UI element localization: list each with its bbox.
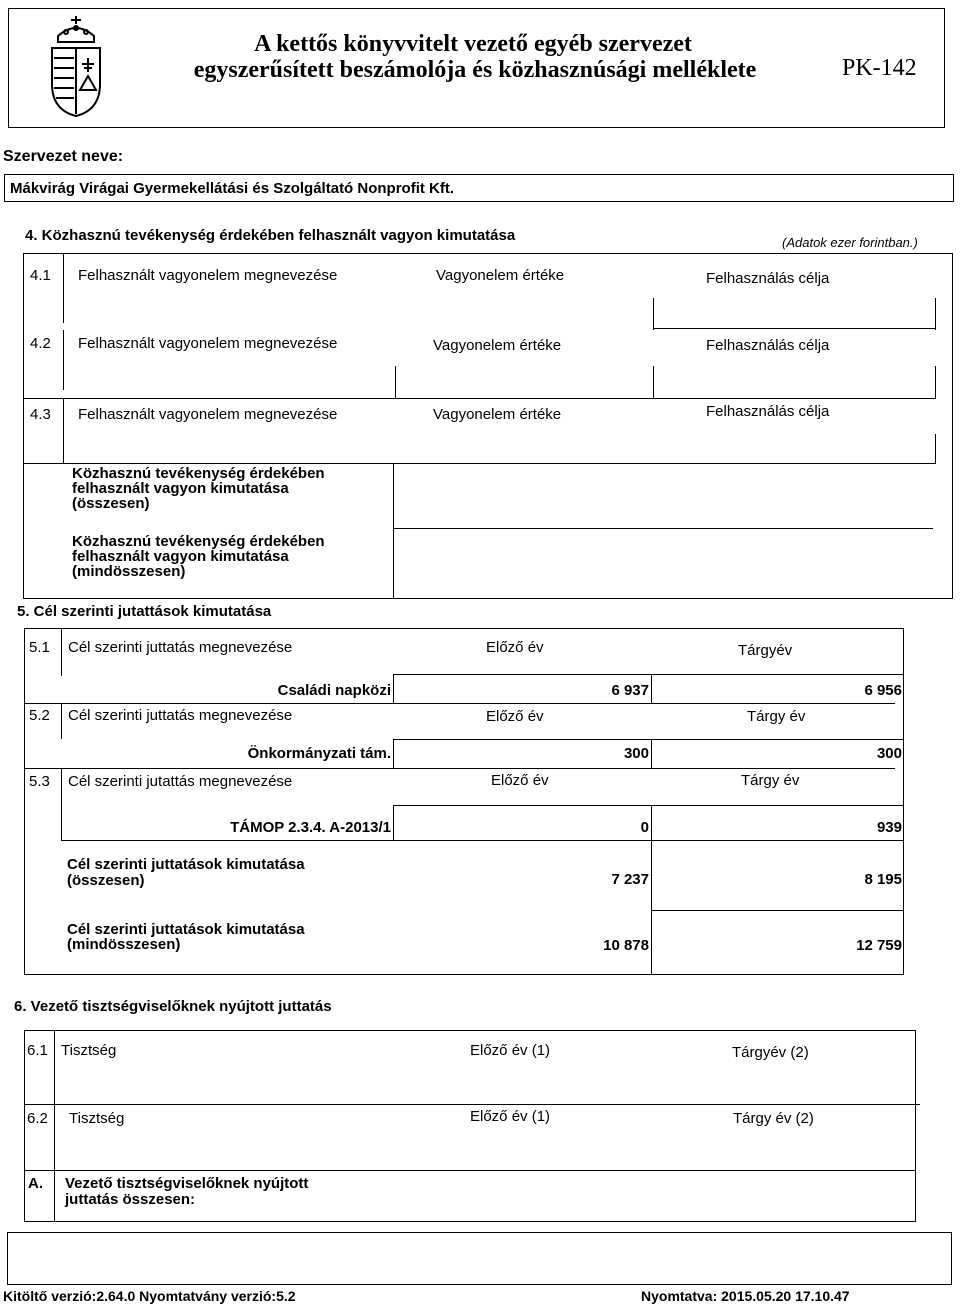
row-6-1-curr-label: Tárgyév (2) — [732, 1044, 809, 1061]
org-name: Mákvirág Virágai Gyermekellátási és Szolgáltató Nonprofit Kft. — [10, 180, 455, 197]
row-5-3-item: TÁMOP 2.3.4. A-2013/1 — [230, 819, 391, 836]
coat-of-arms-icon — [44, 14, 108, 120]
sec5-title: 5. Cél szerinti jutattások kimutatása — [17, 603, 272, 620]
sec5-total-l1: Cél szerinti juttatások kimutatása — [67, 856, 305, 873]
row-5-1-curr-label: Tárgyév — [738, 642, 793, 659]
sec6-total-l1: Vezető tisztségviselőknek nyújtott — [65, 1175, 309, 1192]
row-5-2-label: Cél szerinti juttatás megnevezése — [68, 707, 293, 724]
row-4-1-num: 4.1 — [30, 267, 51, 284]
row-6-2-label: Tisztség — [69, 1110, 125, 1127]
sec5-total-prev[interactable]: 7 237 — [611, 871, 649, 888]
sec4-grand-l3: (mindösszesen) — [72, 563, 186, 580]
row-5-3-label: Cél szerinti jutattás megnevezése — [68, 773, 293, 790]
row-5-3-curr[interactable]: 939 — [876, 819, 902, 836]
row-5-2-curr[interactable]: 300 — [876, 745, 902, 762]
footer-version: Kitöltő verzió:2.64.0 Nyomtatvány verzió:5.2 — [3, 1288, 296, 1304]
sec6-total-l2: juttatás összesen: — [65, 1191, 196, 1208]
sec5-total-l2: (összesen) — [67, 872, 145, 889]
row-5-2-curr-label: Tárgy év — [747, 708, 806, 725]
row-5-3-prev[interactable]: 0 — [640, 819, 649, 836]
row-5-1-curr[interactable]: 6 956 — [864, 682, 902, 699]
row-6-2-curr-label: Tárgy év (2) — [733, 1110, 814, 1127]
row-5-1-label: Cél szerinti juttatás megnevezése — [68, 639, 293, 656]
sec4-total-l1: Közhasznú tevékenység érdekében — [72, 465, 325, 482]
sec6-title: 6. Vezető tisztségviselőknek nyújtott juttatás — [14, 998, 332, 1015]
row-5-2-num: 5.2 — [29, 707, 50, 724]
form-title-line1: A kettős könyvvitelt vezető egyéb szervezet — [254, 31, 692, 57]
row-5-3-curr-label: Tárgy év — [741, 772, 800, 789]
sec5-grand-curr[interactable]: 12 759 — [856, 937, 902, 954]
sec5-grand-prev[interactable]: 10 878 — [603, 937, 649, 954]
form-code: PK-142 — [842, 55, 917, 81]
row-5-1-prev-label: Előző év — [486, 639, 544, 656]
row-5-2-prev[interactable]: 300 — [623, 745, 649, 762]
row-4-2-value-label: Vagyonelem értéke — [433, 337, 562, 354]
row-4-3-purpose-label: Felhasználás célja — [706, 403, 830, 420]
sec4-note: (Adatok ezer forintban.) — [782, 235, 918, 250]
sec5-grand-l2: (mindösszesen) — [67, 936, 181, 953]
org-label: Szervezet neve: — [3, 148, 124, 165]
row-5-1-prev[interactable]: 6 937 — [611, 682, 649, 699]
sec5-grand-l1: Cél szerinti juttatások kimutatása — [67, 921, 305, 938]
row-6-2-num: 6.2 — [27, 1110, 48, 1127]
row-4-2-num: 4.2 — [30, 335, 51, 352]
row-6-1-label: Tisztség — [61, 1042, 117, 1059]
row-4-2-purpose-label: Felhasználás célja — [706, 337, 830, 354]
row-4-1-name-label: Felhasznált vagyonelem megnevezése — [78, 267, 338, 284]
row-6-1-prev-label: Előző év (1) — [470, 1042, 551, 1059]
row-4-3-num: 4.3 — [30, 406, 51, 423]
row-5-1-num: 5.1 — [29, 639, 50, 656]
row-6-2-prev-label: Előző év (1) — [470, 1108, 551, 1125]
row-4-1-purpose-label: Felhasználás célja — [706, 270, 830, 287]
row-6-1-num: 6.1 — [27, 1042, 48, 1059]
sec4-total-l2: felhasznált vagyon kimutatása — [72, 480, 289, 497]
row-4-2-name-label: Felhasznált vagyonelem megnevezése — [78, 335, 338, 352]
row-5-2-prev-label: Előző év — [486, 708, 544, 725]
row-4-3-value-label: Vagyonelem értéke — [433, 406, 562, 423]
row-5-3-num: 5.3 — [29, 773, 50, 790]
sec4-grand-l2: felhasznált vagyon kimutatása — [72, 548, 289, 565]
footer-printed: Nyomtatva: 2015.05.20 17.10.47 — [641, 1288, 850, 1304]
row-5-2-item: Önkormányzati tám. — [247, 745, 391, 762]
form-title-line2: egyszerűsített beszámolója és közhasznúsági melléklete — [193, 57, 757, 83]
sec4-total-l3: (összesen) — [72, 495, 150, 512]
sec5-total-curr[interactable]: 8 195 — [864, 871, 902, 888]
sec4-title: 4. Közhasznú tevékenység érdekében felhasznált vagyon kimutatása — [25, 227, 516, 244]
sec4-grand-l1: Közhasznú tevékenység érdekében — [72, 533, 325, 550]
row-4-3-name-label: Felhasznált vagyonelem megnevezése — [78, 406, 338, 423]
bottom-empty-box — [7, 1232, 952, 1285]
row-5-3-prev-label: Előző év — [491, 772, 549, 789]
sec6-total-num: A. — [28, 1175, 43, 1192]
row-4-1-value-label: Vagyonelem értéke — [436, 267, 565, 284]
row-5-1-item: Családi napközi — [277, 682, 391, 699]
